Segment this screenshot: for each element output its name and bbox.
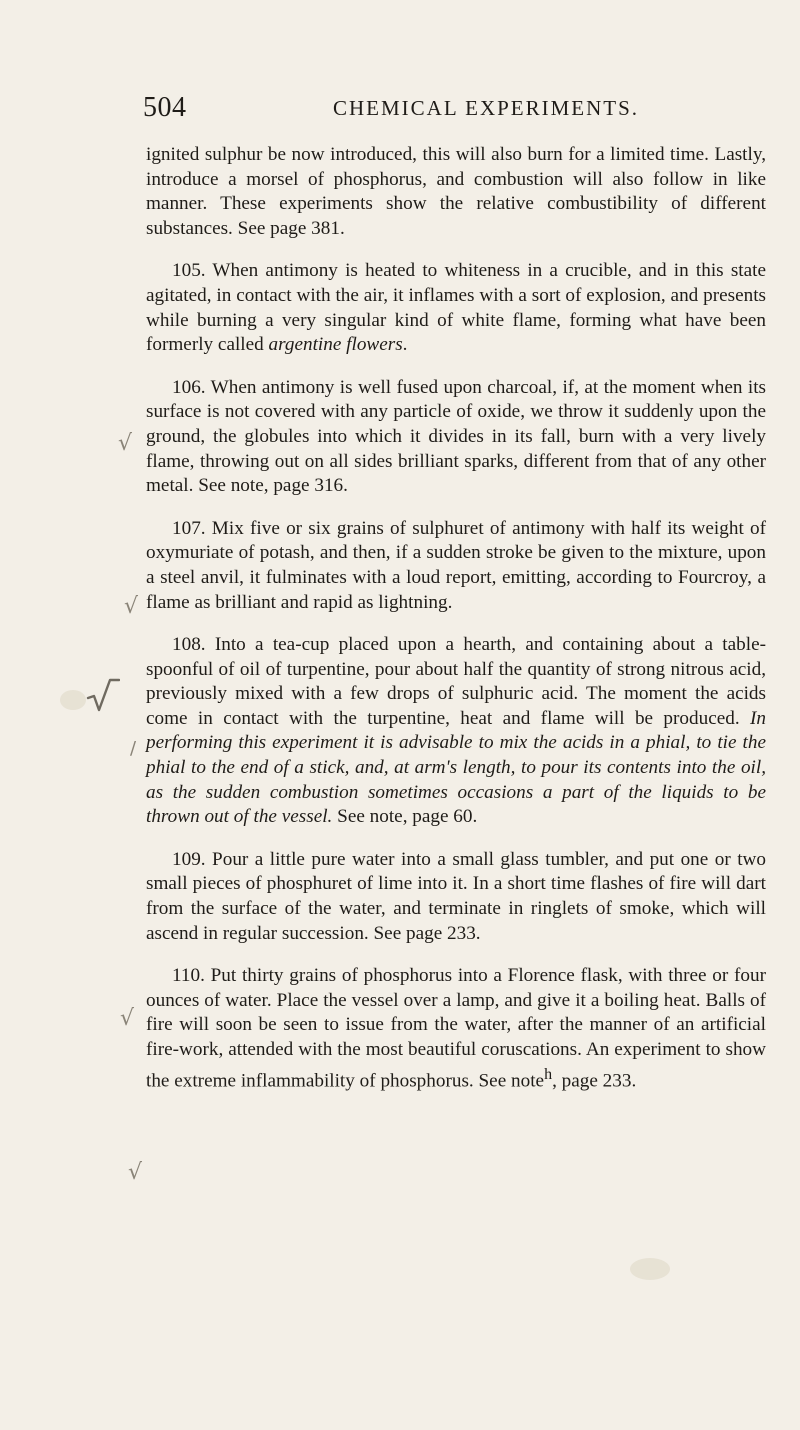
pencil-check-mark: √: [124, 594, 139, 619]
pencil-root-symbol-icon: [86, 676, 120, 716]
paragraph-106: 106. When antimony is well fused upon charcoal, if, at the moment when its surface is not covered with any particle of oxide, we throw it suddenly upon the ground, the globules into which it divides in its fall, burn with a very lively flame, throwing out on all sides brilliant sparks, different from that of any other metal. See note, page 316.: [146, 376, 766, 497]
paragraph-107: 107. Mix five or six grains of sulphuret of antimony with half its weight of oxymuriate of potash, and then, if a sudden stroke be given to the mixture, upon a steel anvil, it fulminates with a loud report, emitting, according to Fourcroy, a flame as brilliant and rapid as lightning.: [146, 517, 766, 613]
pencil-slash-mark: /: [130, 738, 137, 759]
running-head: CHEMICAL EXPERIMENTS.: [333, 96, 640, 120]
page-header: [143, 92, 663, 128]
paragraph-continuation: ignited sulphur be now introduced, this will also burn for a limited time. Lastly, introduce a morsel of phosphorus, and combustion will also follow in like manner. These experiments show the relative combustibility of different substances. See page 381.: [146, 144, 766, 239]
paragraph-108: 108. Into a tea-cup placed upon a hearth, and containing about a table-spoonful of oil of turpentine, pour about half the quantity of strong nitrous acid, previously mixed with a few drops of sulphuric acid. The moment the acids come in contact with the turpentine, heat and flame will be produced. In performing this experiment it is advisable to mix the acids in a phial, to tie the phial to the end of a stick, and, at arm's length, to pour its contents into the oil, as the sudden combustion sometimes occasions a part of the liquids to be thrown out of the vessel. See note, page 60.: [146, 634, 766, 828]
paper-stain: [630, 1258, 670, 1280]
paragraph-105: 105. When antimony is heated to whiteness in a crucible, and in this state agitated, in contact with the air, it inflames with a sort of explosion, and presents while burning a very singular kind of white flame, forming what have been formerly called argentine flowers.: [146, 260, 766, 356]
paragraph-109: 109. Pour a little pure water into a small glass tumbler, and put one or two small pieces of phosphuret of lime into it. In a short time flashes of fire will dart from the surface of the water, and terminate in ringlets of smoke, which will ascend in regular succession. See page 233.: [146, 848, 766, 944]
page-number: 504: [143, 92, 187, 123]
pencil-check-mark: √: [120, 1006, 135, 1031]
paragraph-110: 110. Put thirty grains of phosphorus into a Florence flask, with three or four ounces of water. Place the vessel over a lamp, and give it a boiling heat. Balls of fire will soon be seen to issue from the water, after the manner of an artificial fire-work, attended with the most beautiful coruscations. An experiment to show the extreme inflammability of phosphorus. See note$^h$, page 233.: [146, 965, 766, 1091]
body-text: [146, 143, 766, 1112]
pencil-check-mark: √: [118, 431, 133, 456]
paper-stain: [60, 690, 86, 710]
pencil-check-mark: √: [128, 1160, 143, 1185]
